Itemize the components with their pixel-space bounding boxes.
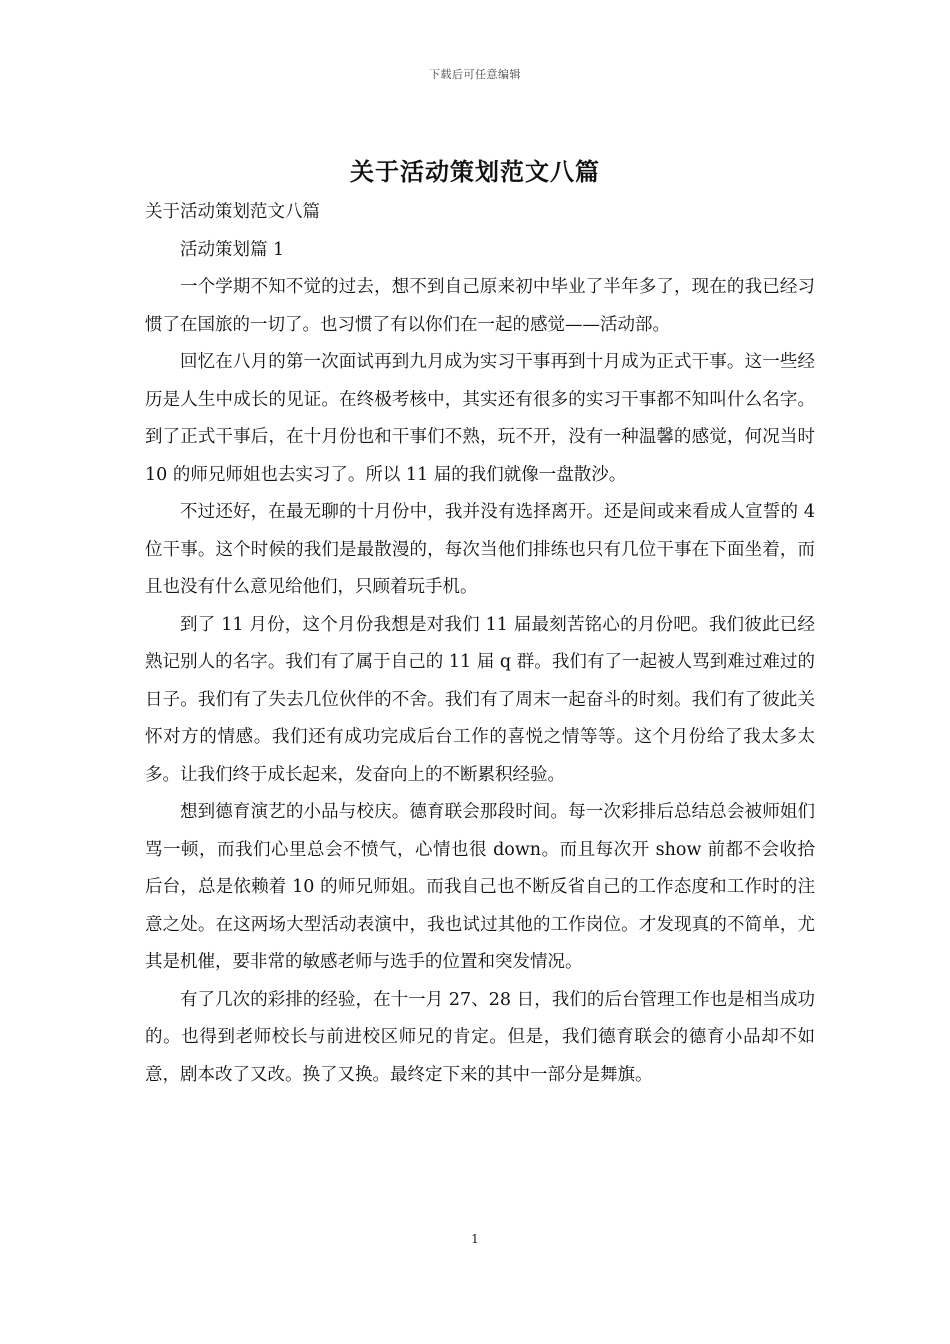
paragraph: 有了几次的彩排的经验，在十一月 27、28 日，我们的后台管理工作也是相当成功的。也得到老师校长与前进校区师兄的肯定。但是，我们德育联会的德育小品却不如意，剧本改了又改。换了又换。最终定下来的其中一部分是舞旗。 (145, 989, 815, 1085)
page-header-note: 下载后可任意编辑 (429, 68, 521, 81)
paragraph: 到了 11 月份，这个月份我想是对我们 11 届最刻苦铭心的月份吧。我们彼此已经熟记别人的名字。我们有了属于自己的 11 届 q 群。我们有了一起被人骂到难过难过的日子。我们有了失去几位伙伴的不舍。我们有了周末一起奋斗的时刻。我们有了彼此关怀对方的情感。我们还有成功完成后台工作的喜悦之情等等。这个月份给了我太多太多。让我们终于成长起来，发奋向上的不断累积经验。 (145, 614, 815, 785)
document-body (145, 194, 815, 1094)
paragraph: 回忆在八月的第一次面试再到九月成为实习干事再到十月成为正式干事。这一些经历是人生中成长的见证。在终极考核中，其实还有很多的实习干事都不知叫什么名字。到了正式干事后，在十月份也和干事们不熟，玩不开，没有一种温馨的感觉，何况当时 10 的师兄师姐也去实习了。所以 11 届的我们就像一盘散沙。 (145, 352, 815, 485)
document-title: 关于活动策划范文八篇 (350, 157, 600, 186)
document-subtitle: 关于活动策划范文八篇 (145, 202, 320, 222)
paragraph: 一个学期不知不觉的过去，想不到自己原来初中毕业了半年多了，现在的我已经习惯了在国旅的一切了。也习惯了有以你们在一起的感觉——活动部。 (145, 277, 815, 335)
paragraph: 不过还好，在最无聊的十月份中，我并没有选择离开。还是间或来看成人宣誓的 4 位干事。这个时候的我们是最散漫的，每次当他们排练也只有几位干事在下面坐着，而且也没有什么意见给他们，只顾着玩手机。 (145, 502, 815, 597)
page-number: 1 (471, 1232, 479, 1246)
paragraph: 想到德育演艺的小品与校庆。德育联会那段时间。每一次彩排后总结总会被师姐们骂一顿，而我们心里总会不愤气，心情也很 down。而且每次开 show 前都不会收拾后台，总是依赖着 10 的师兄师姐。而我自己也不断反省自己的工作态度和工作时的注意之处。在这两场大型活动表演中，我也试过其他的工作岗位。才发现真的不简单，尤其是机催，要非常的敏感老师与选手的位置和突发情况。 (145, 802, 815, 972)
section-heading: 活动策划篇 1 (180, 239, 285, 260)
